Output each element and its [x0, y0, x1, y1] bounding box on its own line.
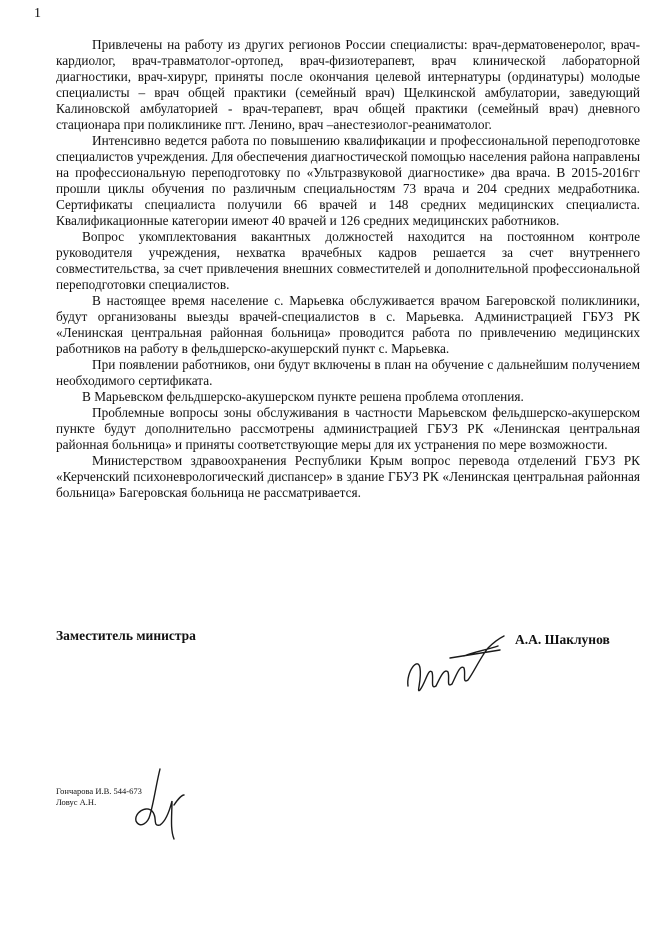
paragraph: Проблемные вопросы зоны обслуживания в частности Марьевском фельдшерско-акушерском пункте будут дополнительно рассмотрены администрацией ГБУЗ РК «Ленинская центральная районная больница» и приняты соответствующие меры для их устранения по мере возможности.	[56, 405, 640, 452]
letter-body	[56, 37, 640, 501]
signatory-title: Заместитель министра	[56, 628, 196, 643]
paragraph: Министерством здравоохранения Республики Крым вопрос перевода отделений ГБУЗ РК «Керченский психоневрологический диспансер» в здание ГБУЗ РК «Ленинская центральная районная больница» Багеровская больница не рассматривается.	[56, 453, 640, 500]
paragraph: Привлечены на работу из других регионов России специалисты: врач-дерматовенеролог, врач-кардиолог, врач-травматолог-ортопед, врач-физиотерапевт, врач клинической лабораторной диагностики, врач-хирург, приняты после окончания целевой интернатуры (ординатуры) молодые специалисты – врач общей практики (семейный врач) Щелкинской амбулатории, заведующий Калиновской амбулаторией - врач-терапевт, врач общей практики (семейный врач) дневного стационара при поликлинике пгт. Ленино, врач –анестезиолог-реаниматолог.	[56, 37, 640, 132]
paragraph: Вопрос укомплектования вакантных должностей находится на постоянном контроле руководителя учреждения, нехватка врачебных кадров решается за счет внутреннего совместительства, за счет привлечения внешних совместителей и дополнительной профессиональной переподготовки специалистов.	[56, 229, 640, 292]
small-handwritten-signature	[130, 765, 190, 845]
signatory-name: А.А. Шаклунов	[515, 632, 610, 647]
paragraph: Интенсивно ведется работа по повышению квалификации и профессиональной переподготовке специалистов учреждения. Для обеспечения диагностической помощью населения района направлены на профессиональную переподготовку по «Ультразвуковой диагностике» два врача. В 2015-2016гг прошли циклы обучения по различным специальностям 73 врача и 204 средних медработника. Сертификаты специалиста получили 66 врачей и 148 средних медицинских специалиста. Квалификационные категории имеют 40 врачей и 126 средних медицинских работников.	[56, 133, 640, 228]
paragraph: В Марьевском фельдшерско-акушерском пункте решена проблема отопления.	[82, 389, 524, 404]
paragraph: В настоящее время население с. Марьевка обслуживается врачом Багеровской поликлиники, будут организованы выезды врачей-специалистов в с. Марьевка. Администрацией ГБУЗ РК «Ленинская центральная районная больница» проводится работа по привлечению медицинских работников на работу в фельдшерско-акушерский пункт с. Марьевка.	[56, 293, 640, 356]
paragraph: При появлении работников, они будут включены в план на обучение с дальнейшим получением необходимого сертификата.	[56, 357, 640, 388]
executor-line: Гончарова И.В. 544-673	[56, 786, 142, 796]
executors	[56, 786, 142, 808]
executor-line: Ловус А.Н.	[56, 797, 97, 807]
handwritten-signature	[390, 628, 510, 708]
page-mark: 1	[34, 6, 41, 21]
